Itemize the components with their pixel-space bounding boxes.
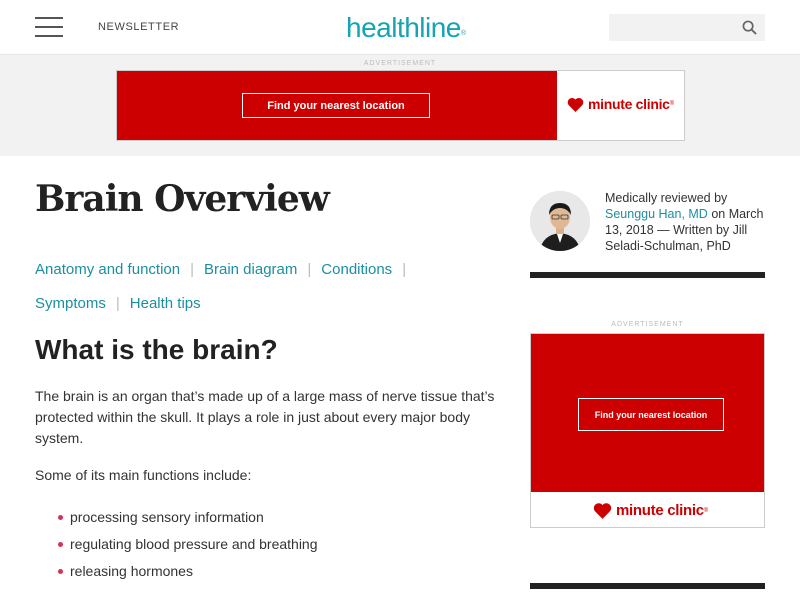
toc-health-tips-link[interactable]: Health tips [129,295,201,312]
reviewer-link[interactable]: Seunggu Han, MD [605,207,708,221]
search-icon[interactable] [742,20,757,35]
ad-red-panel [531,334,764,492]
heart-icon [593,502,612,519]
brand-mark: ® [703,507,709,514]
review-suffix: on March 13, 2018 — Written by Jill Seladi-Schulman, PhD [605,207,764,253]
find-location-button[interactable]: Find your nearest location [242,93,430,118]
logo-mark: ® [460,30,466,37]
toc-separator: | [190,261,194,278]
ad-label: ADVERTISEMENT [611,321,684,328]
reviewer-avatar[interactable] [530,191,590,251]
top-ad-banner[interactable] [116,70,685,141]
toc-anatomy-link[interactable]: Anatomy and function [35,261,181,278]
page-title: Brain Overview [35,178,329,220]
search-box [609,14,765,41]
toc-diagram-link[interactable]: Brain diagram [204,261,298,278]
functions-list [35,507,318,588]
person-icon [530,191,590,251]
list-item: releasing hormones [35,561,318,588]
minute-clinic-logo [593,502,708,519]
minute-clinic-logo [567,96,674,112]
side-ad-banner[interactable] [530,333,765,528]
menu-icon[interactable] [35,17,63,37]
newsletter-link[interactable]: NEWSLETTER [98,21,180,33]
find-location-button[interactable]: Find your nearest location [578,398,724,431]
ad-label: ADVERTISEMENT [363,60,437,67]
list-item: processing sensory information [35,507,318,534]
list-item: regulating blood pressure and breathing [35,534,318,561]
table-of-contents [35,253,465,321]
toc-separator: | [307,261,312,278]
functions-intro: Some of its main functions include: [35,467,252,483]
brand-name: minute clinic [616,502,704,519]
top-ad-band [0,55,800,156]
divider [530,583,765,589]
toc-separator: | [402,261,407,278]
toc-conditions-link[interactable]: Conditions [321,261,393,278]
review-byline [605,190,770,254]
divider [530,272,765,278]
intro-paragraph: The brain is an organ that’s made up of a large mass of nerve tissue that’s protected within the skull. It plays a role in just about every major body system. [35,388,495,446]
logo-text: healthline [346,12,461,43]
review-prefix: Medically reviewed by [605,191,728,205]
toc-symptoms-link[interactable]: Symptoms [35,295,106,312]
site-header [0,0,800,55]
brand-mark: ® [669,101,675,107]
heart-icon [567,97,584,112]
section-heading: What is the brain? [35,334,278,365]
search-input[interactable] [609,14,737,41]
healthline-logo[interactable] [346,12,466,44]
ad-red-panel [117,71,557,140]
toc-separator: | [115,295,120,312]
brand-name: minute clinic [588,96,670,112]
